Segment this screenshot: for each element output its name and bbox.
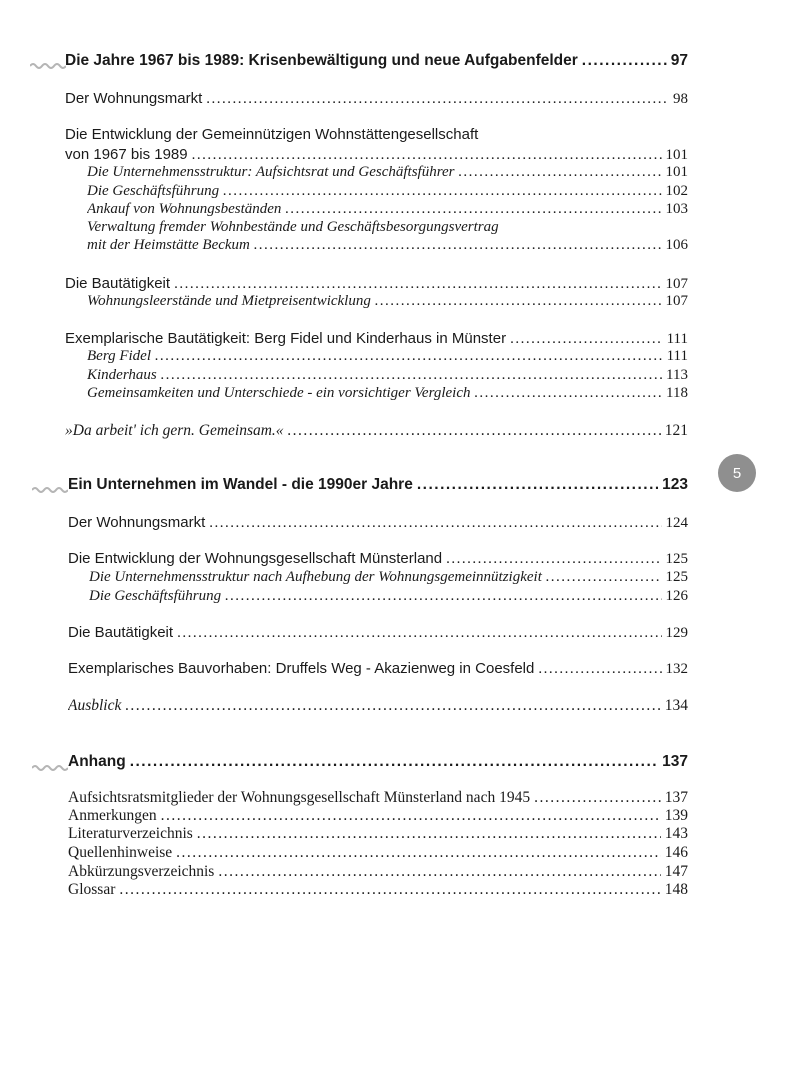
toc-entry[interactable]: Der Wohnungsmarkt ..... 98: [65, 90, 688, 112]
page-number: 147: [664, 863, 688, 880]
page-number: 125: [665, 569, 688, 585]
toc-entry[interactable]: »Da arbeit' ich gern. Gemeinsam.« ..... 121: [65, 422, 688, 442]
toc-entry[interactable]: von 1967 bis 1989 ..... 101: [65, 146, 688, 168]
page-number: 146: [664, 844, 688, 861]
page-number: 97: [670, 52, 688, 69]
toc-entry[interactable]: Die Entwicklung der Wohnungsgesellschaft Münsterland ..... 125: [68, 550, 688, 572]
page-number: 103: [665, 201, 688, 217]
page-number: 113: [666, 367, 688, 383]
section-heading[interactable]: [68, 476, 688, 502]
toc-subentry-line1: Verwaltung fremder Wohnbestände und Geschäftsbesorgungsvertrag: [87, 219, 499, 235]
page-number: 102: [665, 183, 688, 199]
section-title: Anhang: [68, 753, 126, 770]
toc-entry[interactable]: Abkürzungsverzeichnis ..... 147: [68, 863, 688, 883]
toc-entry[interactable]: Exemplarische Bautätigkeit: Berg Fidel und Kinderhaus in Münster ..... 111: [65, 330, 688, 352]
toc-subentry[interactable]: Kinderhaus ..... 113: [87, 367, 688, 387]
page-number: 121: [664, 422, 688, 439]
page-number: 124: [665, 515, 688, 531]
page-number: 129: [665, 625, 688, 641]
section-title: Ein Unternehmen im Wandel - die 1990er Jahre: [68, 476, 413, 493]
wavy-marker-icon: [30, 62, 66, 70]
toc-subentry[interactable]: Ankauf von Wohnungsbeständen ..... 103: [87, 201, 688, 221]
toc-entry[interactable]: Ausblick ..... 134: [68, 697, 688, 717]
toc-subentry[interactable]: Berg Fidel ..... 111: [87, 348, 688, 368]
toc-entry-line1: Die Entwicklung der Gemeinnützigen Wohnstättengesellschaft: [65, 126, 479, 143]
page-number: 132: [665, 661, 688, 677]
section-heading[interactable]: [65, 52, 688, 78]
page-number: 123: [662, 476, 688, 493]
section-heading[interactable]: [68, 753, 688, 779]
toc-entry[interactable]: Aufsichtsratsmitglieder der Wohnungsgesellschaft Münsterland nach 1945 ..... 137: [68, 789, 688, 809]
page-number: 137: [664, 789, 688, 806]
page-number: 125: [665, 551, 688, 567]
page-number: 111: [666, 331, 688, 347]
toc-entry[interactable]: Die Bautätigkeit ..... 107: [65, 275, 688, 297]
toc-subentry[interactable]: Die Geschäftsführung ..... 126: [89, 588, 688, 608]
page-number: 107: [665, 276, 688, 292]
toc-entry[interactable]: Quellenhinweise ..... 146: [68, 844, 688, 864]
toc-entry[interactable]: Glossar ..... 148: [68, 881, 688, 901]
page-number: 137: [662, 753, 688, 770]
page-number: 139: [664, 807, 688, 824]
toc-entry[interactable]: Exemplarisches Bauvorhaben: Druffels Weg - Akazienweg in Coesfeld ..... 132: [68, 660, 688, 682]
page-number: 101: [665, 164, 688, 180]
toc-entry[interactable]: Der Wohnungsmarkt ..... 124: [68, 514, 688, 536]
toc-entry[interactable]: Die Bautätigkeit ..... 129: [68, 624, 688, 646]
page-number: 118: [666, 385, 688, 401]
page-number: 148: [664, 881, 688, 898]
wavy-marker-icon: [32, 764, 68, 772]
toc-subentry[interactable]: Die Unternehmensstruktur: Aufsichtsrat und Geschäftsführer ..... 101: [87, 164, 688, 184]
toc-subentry[interactable]: mit der Heimstätte Beckum ..... 106: [87, 237, 688, 257]
page-number: 134: [664, 697, 688, 714]
page-number: 98: [673, 91, 688, 107]
page-number: 107: [665, 293, 688, 309]
toc-entry[interactable]: Literaturverzeichnis ..... 143: [68, 825, 688, 845]
wavy-marker-icon: [32, 486, 68, 494]
page-number: 106: [665, 237, 688, 253]
page-number: 101: [665, 147, 688, 163]
toc-entry[interactable]: Anmerkungen ..... 139: [68, 807, 688, 827]
page-number: 111: [666, 348, 688, 364]
toc-subentry[interactable]: Die Geschäftsführung ..... 102: [87, 183, 688, 203]
page-number: 143: [664, 825, 688, 842]
page-number: 126: [665, 588, 688, 604]
section-title: Die Jahre 1967 bis 1989: Krisenbewältigung und neue Aufgabenfelder: [65, 52, 578, 69]
toc-subentry[interactable]: Gemeinsamkeiten und Unterschiede - ein vorsichtiger Vergleich ..... 118: [87, 385, 688, 405]
toc-subentry[interactable]: Wohnungsleerstände und Mietpreisentwicklung ..... 107: [87, 293, 688, 313]
page-number-badge: 5: [718, 454, 756, 492]
toc-subentry[interactable]: Die Unternehmensstruktur nach Aufhebung der Wohnungsgemeinnützigkeit ..... 125: [89, 569, 688, 589]
